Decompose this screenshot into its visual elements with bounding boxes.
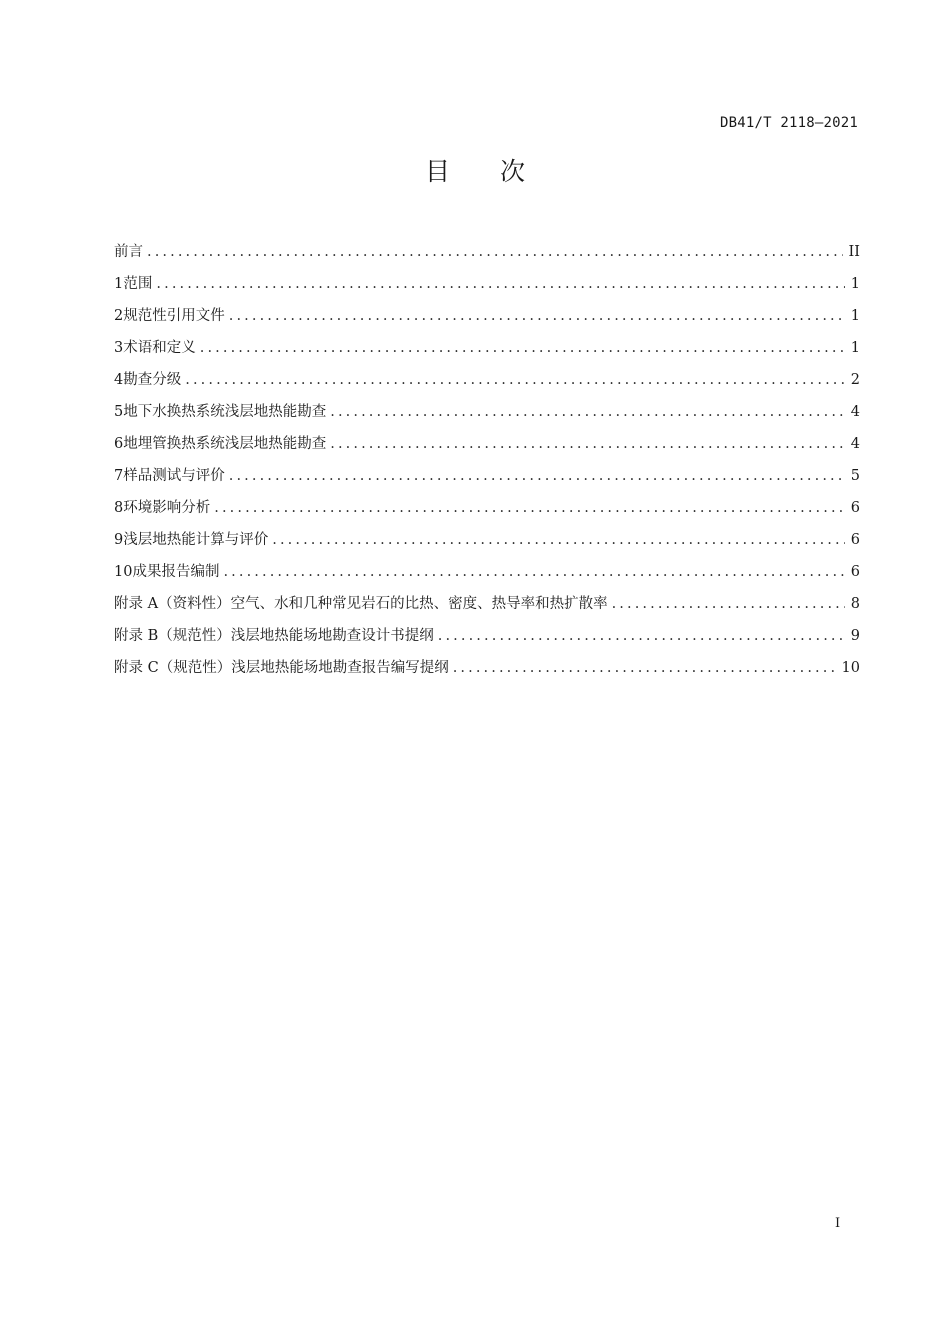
toc-entry-label: 浅层地热能场地勘查报告编写提纲 (231, 660, 449, 676)
toc-entry-page: 1 (850, 308, 860, 324)
dot-leader (330, 428, 845, 460)
toc-entry-number: 5 (114, 404, 124, 420)
appendix-tag: 附录 A（资料性） (114, 596, 231, 612)
dot-leader (147, 236, 843, 268)
page-title (0, 152, 950, 188)
toc-entry-number: 6 (114, 436, 124, 452)
toc-entry-number: 7 (114, 468, 124, 484)
toc-entry-label: 空气、水和几种常见岩石的比热、密度、热导率和热扩散率 (230, 596, 608, 612)
toc-entry-2[interactable] (114, 300, 860, 332)
toc-entry-page: 10 (841, 660, 860, 676)
toc-entry-label: 范围 (123, 276, 153, 292)
toc-entry-number: 10 (114, 564, 133, 580)
toc-entry-label: 勘查分级 (123, 372, 182, 388)
toc-entry-10[interactable] (114, 556, 860, 588)
toc-entry-7[interactable] (114, 460, 860, 492)
toc-entry-9[interactable] (114, 524, 860, 556)
toc-entry-3[interactable] (114, 332, 860, 364)
toc-entry-appendix-b[interactable] (114, 620, 860, 652)
appendix-tag: 附录 C（规范性） (114, 660, 232, 676)
dot-leader (453, 652, 836, 684)
document-code: DB41/T 2118—2021 (719, 115, 858, 131)
toc-entry-appendix-c[interactable] (114, 652, 860, 684)
toc-entry-page: 4 (850, 404, 860, 420)
toc-entry-appendix-a[interactable] (114, 588, 860, 620)
toc-entry-foreword[interactable] (114, 236, 860, 268)
toc-entry-8[interactable] (114, 492, 860, 524)
toc-entry-page: 8 (850, 596, 860, 612)
toc-entry-6[interactable] (114, 428, 860, 460)
dot-leader (185, 364, 845, 396)
toc-entry-label: 地埋管换热系统浅层地热能勘查 (123, 436, 327, 452)
toc-entry-page: 6 (850, 500, 860, 516)
toc-entry-label: 成果报告编制 (132, 564, 220, 580)
toc-entry-number: 8 (114, 500, 124, 516)
toc-entry-page: II (848, 244, 860, 260)
toc-entry-page: 1 (850, 276, 860, 292)
toc-entry-page: 6 (850, 532, 860, 548)
toc-entry-5[interactable] (114, 396, 860, 428)
toc-entry-label: 规范性引用文件 (123, 308, 225, 324)
toc-entry-label: 浅层地热能场地勘查设计书提纲 (230, 628, 434, 644)
dot-leader (200, 332, 845, 364)
toc-entry-number: 1 (114, 276, 124, 292)
title-part-1: 目 (424, 157, 450, 186)
toc-entry-page: 5 (850, 468, 860, 484)
dot-leader (330, 396, 845, 428)
toc-entry-4[interactable] (114, 364, 860, 396)
dot-leader (229, 300, 845, 332)
toc-entry-label: 环境影响分析 (123, 500, 211, 516)
title-part-2: 次 (500, 157, 526, 186)
dot-leader (223, 556, 844, 588)
dot-leader (214, 492, 845, 524)
dot-leader (612, 588, 845, 620)
dot-leader (156, 268, 844, 300)
dot-leader (438, 620, 845, 652)
toc-entry-number: 9 (114, 532, 124, 548)
toc-entry-label: 地下水换热系统浅层地热能勘查 (123, 404, 327, 420)
page-number: I (835, 1216, 841, 1231)
toc-entry-number: 2 (114, 308, 124, 324)
dot-leader (229, 460, 845, 492)
toc-entry-page: 4 (850, 436, 860, 452)
toc-entry-label: 前言 (114, 244, 143, 260)
table-of-contents (114, 236, 860, 684)
toc-entry-label: 浅层地热能计算与评价 (123, 532, 269, 548)
dot-leader (272, 524, 845, 556)
toc-entry-page: 9 (850, 628, 860, 644)
toc-entry-number: 4 (114, 372, 124, 388)
toc-entry-page: 6 (850, 564, 860, 580)
toc-entry-number: 3 (114, 340, 124, 356)
toc-entry-page: 2 (850, 372, 860, 388)
toc-entry-page: 1 (850, 340, 860, 356)
toc-entry-label: 样品测试与评价 (123, 468, 225, 484)
appendix-tag: 附录 B（规范性） (114, 628, 231, 644)
toc-entry-label: 术语和定义 (123, 340, 196, 356)
toc-entry-1[interactable] (114, 268, 860, 300)
